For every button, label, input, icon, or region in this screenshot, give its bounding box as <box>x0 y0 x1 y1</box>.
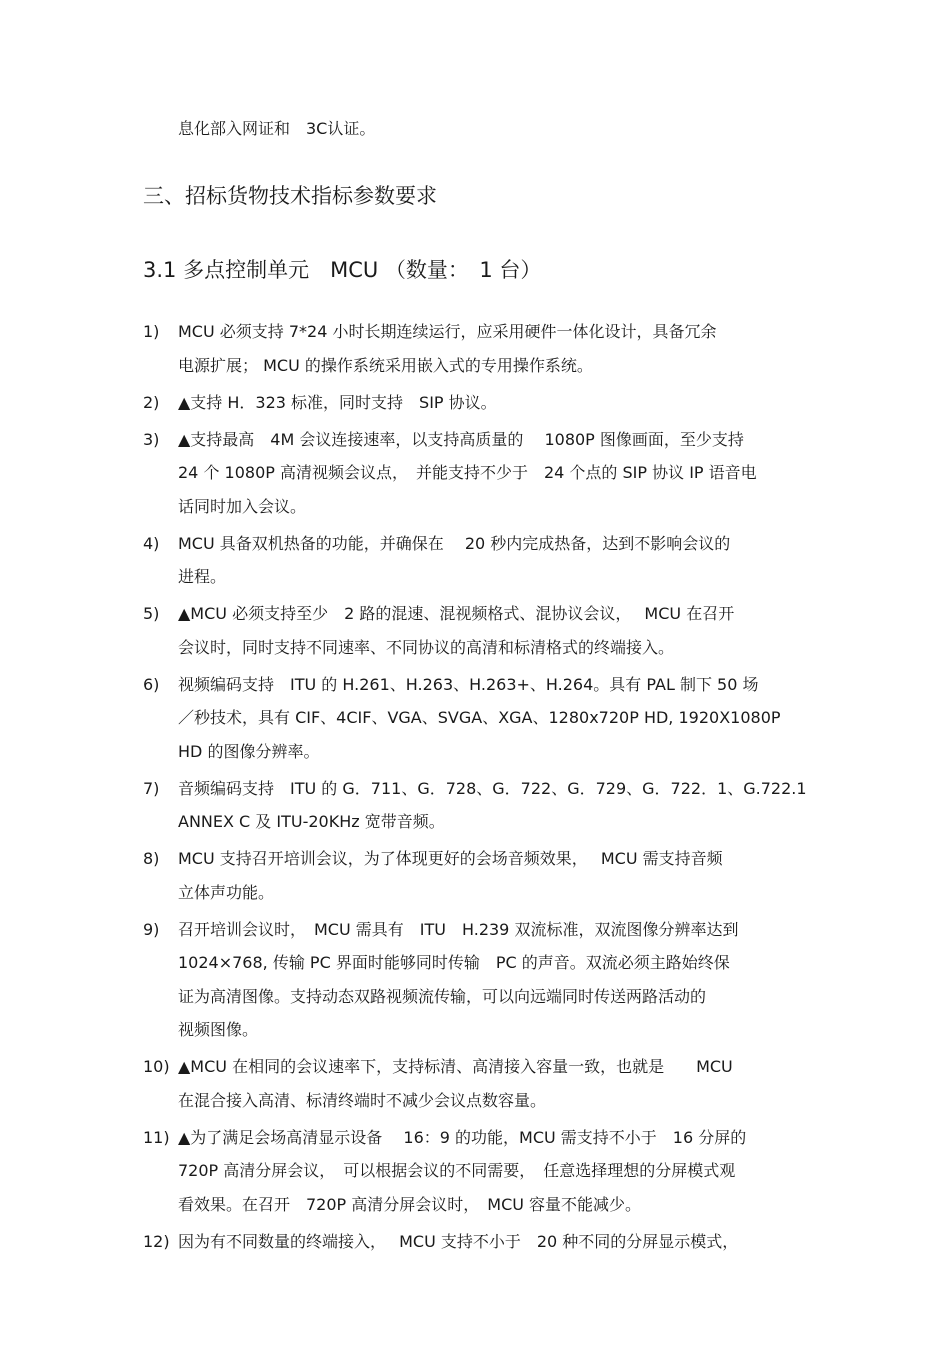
list-item <box>143 1225 815 1259</box>
item-number: 11) <box>143 1127 170 1147</box>
item-text <box>178 1225 815 1259</box>
item-text <box>178 423 815 524</box>
item-text-line: MCU 支持召开培训会议，为了体现更好的会场音频效果， MCU 需支持音频 <box>178 849 723 868</box>
item-text <box>178 913 815 1047</box>
item-text <box>178 597 815 664</box>
item-text <box>178 386 815 420</box>
item-text-line: ／秒技术，具有 CIF、4CIF、VGA、SVGA、XGA、1280x720P HD, 1920X1080P <box>178 708 781 727</box>
section-heading: 三、招标货物技术指标参数要求 <box>143 184 437 208</box>
subsection-heading: 3.1 多点控制单元 MCU （数量： 1 台） <box>143 258 542 282</box>
item-text-line: MCU 必须支持 7*24 小时长期连续运行，应采用硬件一体化设计，具备冗余 <box>178 322 717 341</box>
item-number: 4) <box>143 533 160 553</box>
item-number: 5) <box>143 604 160 623</box>
list-item <box>143 668 815 769</box>
list-item <box>143 386 815 420</box>
item-text-line: 因为有不同数量的终端接入， MCU 支持不小于 20 种不同的分屏显示模式， <box>178 1231 739 1251</box>
list-item <box>143 772 815 839</box>
item-text-line: 进程。 <box>178 567 227 586</box>
item-text-line: 电源扩展； MCU 的操作系统采用嵌入式的专用操作系统。 <box>178 355 593 375</box>
item-text-line: 视频编码支持 ITU 的 H.261、H.263、H.263+、H.264。具有 PAL 制下 50 场 <box>178 674 759 694</box>
item-text-line: 24 个 1080P 高清视频会议点， 并能支持不少于 24 个点的 SIP 协议 IP 语音电 <box>178 463 757 482</box>
item-text-line: 话同时加入会议。 <box>178 496 307 516</box>
item-text <box>178 1050 815 1117</box>
continuation-text: 息化部入网证和 3C认证。 <box>178 119 376 138</box>
item-text-line: ▲为了满足会场高清显示设备 16：9 的功能，MCU 需支持不小于 16 分屏的 <box>178 1127 747 1147</box>
item-text-line: ▲支持最高 4M 会议连接速率，以支持高质量的 1080P 图像画面，至少支持 <box>178 429 744 449</box>
list-item <box>143 1121 815 1222</box>
list-item <box>143 1050 815 1117</box>
list-item <box>143 913 815 1047</box>
list-item <box>143 597 815 664</box>
item-text-line: 1024×768, 传输 PC 界面时能够同时传输 PC 的声音。双流必须主路始终保 <box>178 953 730 972</box>
item-text <box>178 315 815 382</box>
item-text-line: 看效果。在召开 720P 高清分屏会议时， MCU 容量不能减少。 <box>178 1194 642 1214</box>
item-text-line: ANNEX C 及 ITU-20KHz 宽带音频。 <box>178 812 445 831</box>
item-text-line: 召开培训会议时， MCU 需具有 ITU H.239 双流标准，双流图像分辨率达到 <box>178 919 739 939</box>
item-text-line: MCU 具备双机热备的功能，并确保在 20 秒内完成热备，达到不影响会议的 <box>178 533 731 553</box>
item-text <box>178 842 815 909</box>
item-text <box>178 1121 815 1222</box>
list-item <box>143 527 815 594</box>
item-text-line: 音频编码支持 ITU 的 G．711、G．728、G．722、G．729、G．722．1、G.722.1 <box>178 778 807 798</box>
item-text-line: 在混合接入高清、标清终端时不减少会议点数容量。 <box>178 1090 547 1110</box>
item-text-line: ▲MCU 在相同的会议速率下，支持标清、高清接入容量一致，也就是 MCU <box>178 1057 733 1076</box>
item-number: 9) <box>143 919 160 939</box>
item-number: 12) <box>143 1231 170 1251</box>
item-number: 7) <box>143 778 160 798</box>
requirements-list <box>143 315 815 1262</box>
item-text <box>178 527 815 594</box>
item-number: 6) <box>143 674 160 694</box>
item-text <box>178 772 815 839</box>
item-text <box>178 668 815 769</box>
item-number: 1) <box>143 322 160 341</box>
item-text-line: ▲MCU 必须支持至少 2 路的混速、混视频格式、混协议会议， MCU 在召开 <box>178 604 735 623</box>
item-text-line: HD 的图像分辨率。 <box>178 741 320 761</box>
item-number: 8) <box>143 849 160 868</box>
item-text-line: 立体声功能。 <box>178 882 275 902</box>
list-item <box>143 315 815 382</box>
item-number: 10) <box>143 1057 170 1076</box>
item-number: 2) <box>143 392 160 412</box>
item-number: 3) <box>143 429 160 449</box>
item-text-line: 证为高清图像。支持动态双路视频流传输，可以向远端同时传送两路活动的 <box>178 986 707 1006</box>
list-item <box>143 423 815 524</box>
list-item <box>143 842 815 909</box>
item-text-line: 视频图像。 <box>178 1020 259 1039</box>
item-text-line: 会议时，同时支持不同速率、不同协议的高清和标清格式的终端接入。 <box>178 637 675 657</box>
item-text-line: ▲支持 H．323 标准，同时支持 SIP 协议。 <box>178 392 497 412</box>
item-text-line: 720P 高清分屏会议， 可以根据会议的不同需要， 任意选择理想的分屏模式观 <box>178 1161 736 1180</box>
